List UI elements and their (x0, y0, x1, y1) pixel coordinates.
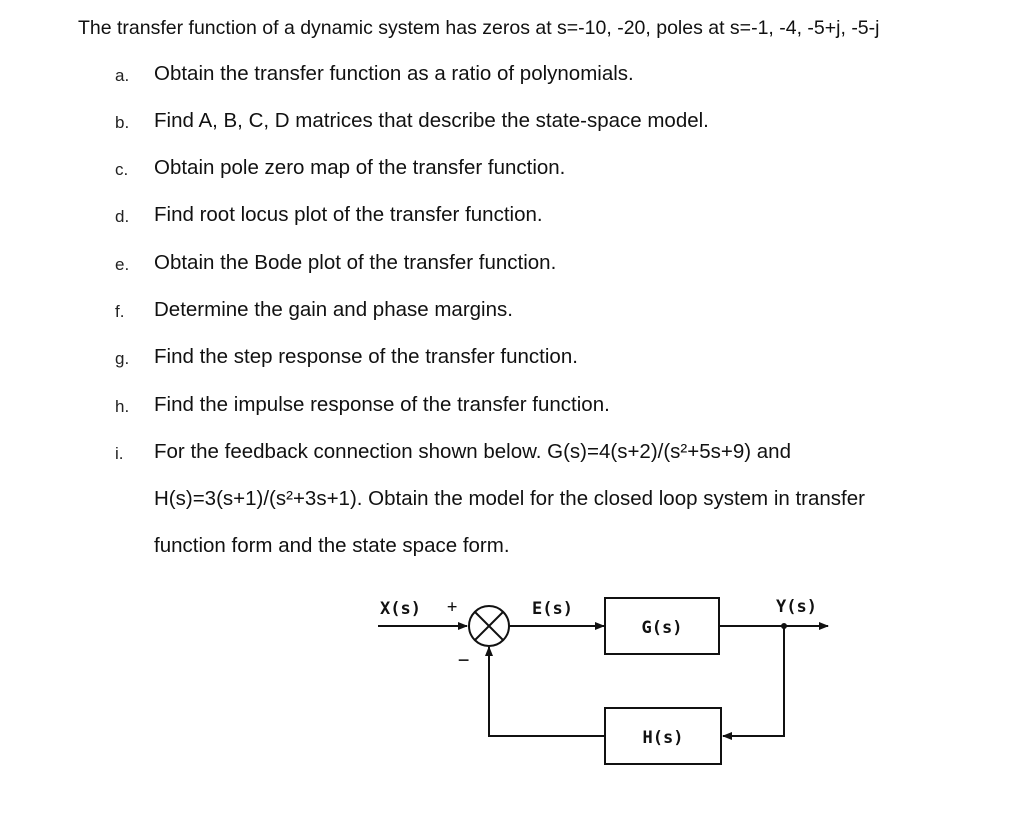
question-text: Determine the gain and phase margins. (154, 298, 513, 321)
feedback-path-to-junction (489, 647, 605, 736)
question-letter: f. (115, 302, 125, 321)
question-letter: i. (115, 444, 124, 463)
forward-block-label: G(s) (641, 618, 683, 638)
question-text: Obtain the Bode plot of the transfer function. (154, 251, 557, 274)
feedback-block-label: H(s) (642, 728, 684, 748)
question-text: Find the impulse response of the transfer function. (154, 393, 610, 416)
question-i-continuation-1: H(s)=3(s+1)/(s²+3s+1). Obtain the model for the closed loop system in transfer (154, 487, 865, 510)
question-letter: a. (115, 66, 130, 85)
question-letter: h. (115, 397, 130, 416)
question-text: Find A, B, C, D matrices that describe the state-space model. (154, 109, 709, 132)
question-text: Find root locus plot of the transfer function. (154, 203, 543, 226)
input-label: X(s) (380, 599, 421, 619)
plus-sign: + (447, 597, 458, 617)
minus-sign: − (458, 649, 470, 671)
question-text: Find the step response of the transfer function. (154, 345, 578, 368)
error-label: E(s) (532, 599, 573, 619)
question-letter: g. (115, 349, 130, 368)
question-i-continuation-2: function form and the state space form. (154, 534, 510, 557)
summing-junction (469, 606, 509, 646)
question-letter: c. (115, 160, 129, 179)
question-text: Obtain pole zero map of the transfer function. (154, 156, 566, 179)
question-text: For the feedback connection shown below. G(s)=4(s+2)/(s²+5s+9) and (154, 440, 791, 463)
feedback-path-to-h (723, 626, 784, 736)
question-letter: d. (115, 207, 130, 226)
question-letter: e. (115, 255, 130, 274)
question-letter: b. (115, 113, 130, 132)
question-text: Obtain the transfer function as a ratio of polynomials. (154, 62, 634, 85)
problem-statement: The transfer function of a dynamic system has zeros at s=-10, -20, poles at s=-1, -4, -5+j, -5-j (78, 17, 880, 39)
output-label: Y(s) (776, 597, 817, 617)
